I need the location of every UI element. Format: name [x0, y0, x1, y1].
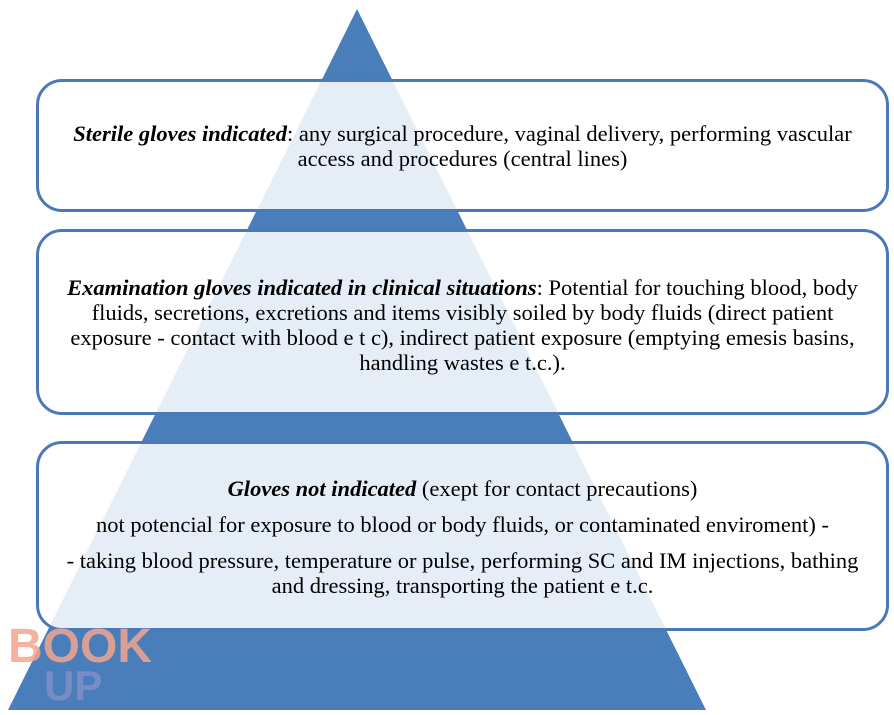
tier-none-heading: [228, 476, 698, 501]
tier-none-title-suffix: (exept for contact precautions): [416, 476, 698, 501]
tier-none-title: Gloves not indicated: [227, 476, 417, 501]
tier-exam-text: [59, 275, 866, 375]
watermark-text-top: BOOK: [8, 620, 152, 673]
tier-examination-gloves: [36, 229, 889, 415]
bookup-watermark-logo: [6, 618, 166, 706]
tier-sterile-description: : any surgical procedure, vaginal delivery, performing vascular access and procedures (central lines): [286, 120, 852, 171]
tier-exam-description: : Potential for touching blood, body fluids, secretions, excretions and items visibly soiled by body fluids (direct patient exposure - contact with blood e t c), indirect patient exposure (emptying emesis basins, handling wastes e t.c.).: [70, 275, 858, 375]
tier-sterile-title: Sterile gloves indicated: [73, 120, 287, 146]
tier-exam-title: Examination gloves indicated in clinical situations: [67, 275, 537, 300]
tier-sterile-gloves: [36, 79, 889, 212]
tier-none-line-2: not potencial for exposure to blood or body fluids, or contaminated enviroment) -: [96, 512, 829, 537]
tier-none-line-3: - taking blood pressure, temperature or pulse, performing SC and IM injections, bathing and dressing, transporting the patient e t.c.: [66, 548, 859, 598]
tier-sterile-text: [69, 121, 856, 171]
tier-gloves-not-indicated: [36, 441, 889, 631]
watermark-text-bottom: UP: [44, 662, 103, 706]
